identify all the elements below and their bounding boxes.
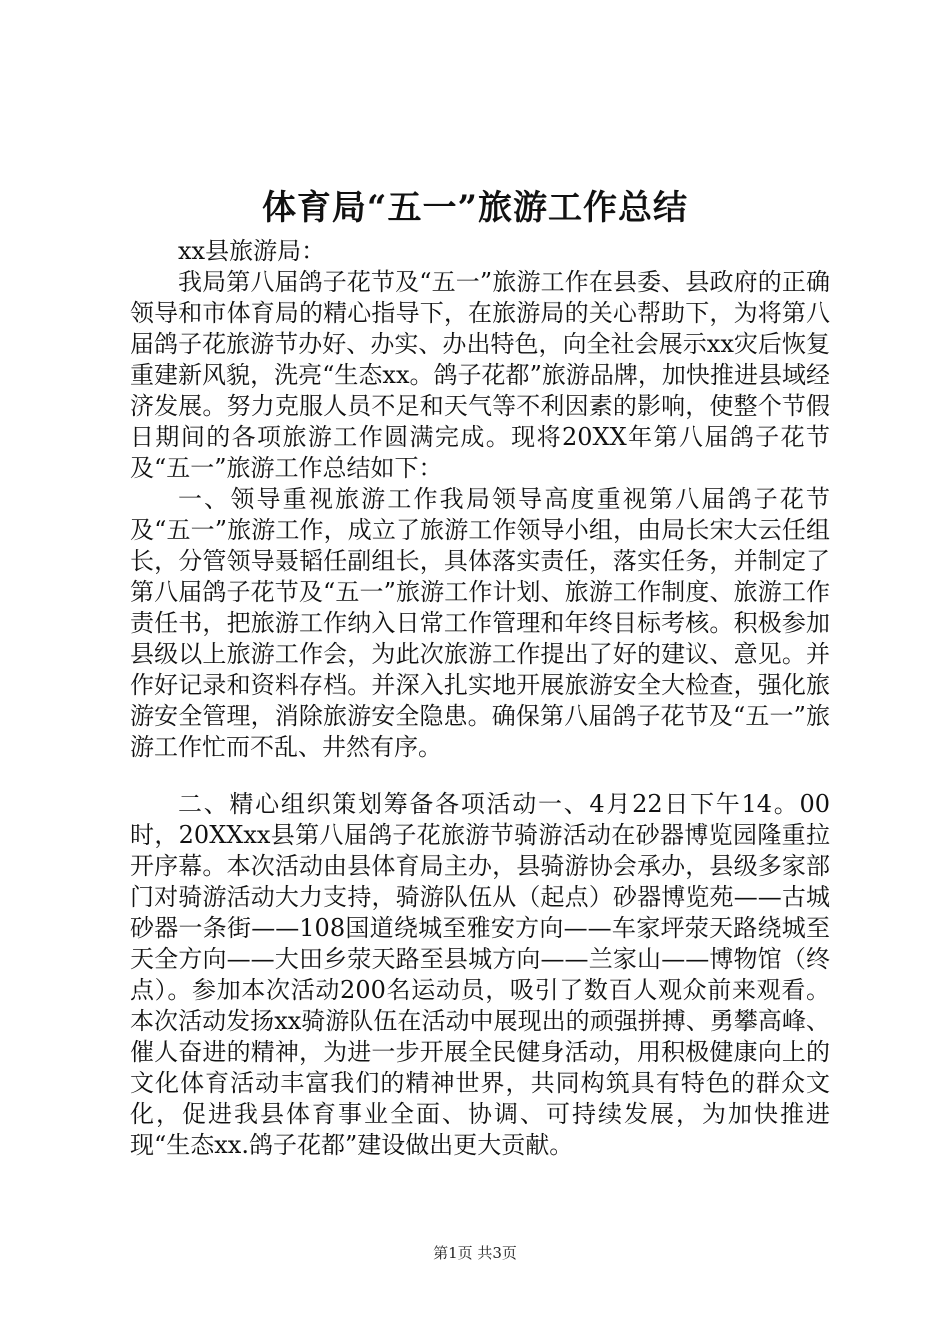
paragraph-section-one: 一、领导重视旅游工作我局领导高度重视第八届鸽子花节及“五一”旅游工作，成立了旅游工作领导小组，由局长宋大云任组长，分管领导聂韬任副组长，具体落实责任，落实任务，并制定了第八届鸽子花节及“五一”旅游工作计划、旅游工作制度、旅游工作责任书，把旅游工作纳入日常工作管理和年终目标考核。积极参加县级以上旅游工作会，为此次旅游工作提出了好的建议、意见。并作好记录和资料存档。并深入扎实地开展旅游安全大检查，强化旅游安全管理，消除旅游安全隐患。确保第八届鸽子花节及“五一”旅游工作忙而不乱、井然有序。	[130, 485, 830, 761]
page-number-footer: 第1页 共3页	[433, 1244, 517, 1262]
paragraph-intro: 我局第八届鸽子花节及“五一”旅游工作在县委、县政府的正确领导和市体育局的精心指导下，在旅游局的关心帮助下，为将第八届鸽子花旅游节办好、办实、办出特色，向全社会展示xx灾后恢复重建新风貌，洗亮“生态xx。鸽子花都”旅游品牌，加快推进县域经济发展。努力克服人员不足和天气等不利因素的影响，使整个节假日期间的各项旅游工作圆满完成。现将20XX年第八届鸽子花节及“五一”旅游工作总结如下：	[130, 268, 830, 482]
paragraph-section-two: 二、精心组织策划筹备各项活动一、4月22日下午14。00时，20XXxx县第八届鸽子花旅游节骑游活动在砂器博览园隆重拉开序幕。本次活动由县体育局主办，县骑游协会承办，县级多家部门对骑游活动大力支持，骑游队伍从（起点）砂器博览苑——古城砂器一条街——108国道绕城至雅安方向——车家坪荥天路绕城至天全方向——大田乡荥天路至县城方向——兰家山——博物馆（终点）。参加本次活动200名运动员，吸引了数百人观众前来观看。本次活动发扬xx骑游队伍在活动中展现出的顽强拼搏、勇攀高峰、催人奋进的精神，为进一步开展全民健身活动，用积极健康向上的文化体育活动丰富我们的精神世界，共同构筑具有特色的群众文化，促进我县体育事业全面、协调、可持续发展，为加快推进现“生态xx.鸽子花都”建设做出更大贡献。	[130, 790, 830, 1159]
salutation: xx县旅游局：	[178, 237, 326, 265]
document-title: 体育局“五一”旅游工作总结	[261, 188, 689, 228]
